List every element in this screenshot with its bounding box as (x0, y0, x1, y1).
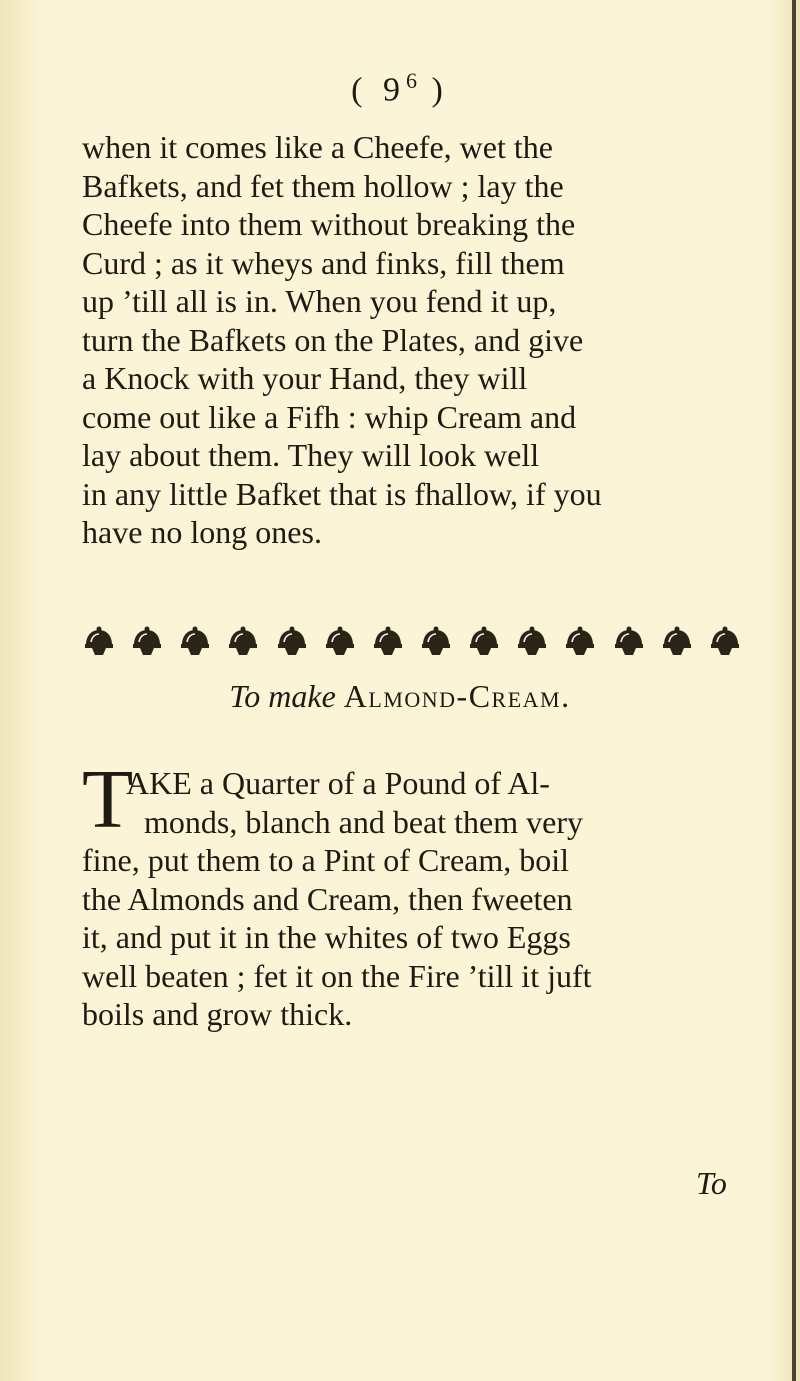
text-line: when it comes like a Cheefe, wet the (82, 129, 553, 165)
text-line: have no long ones. (82, 514, 322, 550)
decorative-ornament-row (82, 622, 742, 662)
text-line: come out like a Fifh : whip Cream and (82, 398, 577, 435)
ornament-icon (226, 625, 260, 659)
ornament-icon (660, 625, 694, 659)
drop-cap: T (82, 753, 134, 846)
ornament-icon (563, 625, 597, 659)
text-line: Bafkets, and fet them hollow ; lay the (82, 167, 564, 204)
text-line: monds, blanch and beat them very (144, 803, 583, 840)
text-line: Curd ; as it wheys and finks, fill them (82, 244, 565, 281)
page-number: ( $9^6$ ) (351, 68, 449, 109)
ornament-icon (82, 625, 116, 659)
ornament-icon (612, 625, 646, 659)
ornament-icon (130, 625, 164, 659)
text-line: lay about them. They will look well (82, 437, 540, 473)
heading-title: Almond-Cream. (343, 678, 571, 714)
ornament-icon (515, 625, 549, 659)
ornament-icon (371, 625, 405, 659)
text-line: up ’till all is in. When you fend it up, (82, 283, 557, 319)
ornament-icon (323, 625, 357, 659)
catchword: To (696, 1165, 727, 1201)
text-line: boils and grow thick. (82, 996, 353, 1032)
ornament-icon (467, 625, 501, 659)
paragraph-continued (82, 128, 737, 552)
text-line: AKE a Quarter of a Pound of Al- (126, 765, 550, 801)
text-line: in any little Bafket that is fhallow, if you (82, 475, 602, 512)
heading-prefix: To make (229, 678, 336, 714)
ornament-icon (275, 625, 309, 659)
text-line: it, and put it in the whites of two Eggs (82, 919, 571, 955)
text-line: well beaten ; fet it on the Fire ’till it juft (82, 957, 592, 994)
recipe-paragraph (82, 764, 737, 1034)
text-line: the Almonds and Cream, then fweeten (82, 880, 573, 917)
text-line: fine, put them to a Pint of Cream, boil (82, 842, 570, 878)
ornament-icon (708, 625, 742, 659)
recipe-heading (0, 678, 800, 715)
text-line: a Knock with your Hand, they will (82, 360, 528, 396)
text-line: turn the Bafkets on the Plates, and give (82, 321, 584, 358)
ornament-icon (419, 625, 453, 659)
ornament-icon (178, 625, 212, 659)
text-line: Cheefe into them without breaking the (82, 206, 576, 242)
